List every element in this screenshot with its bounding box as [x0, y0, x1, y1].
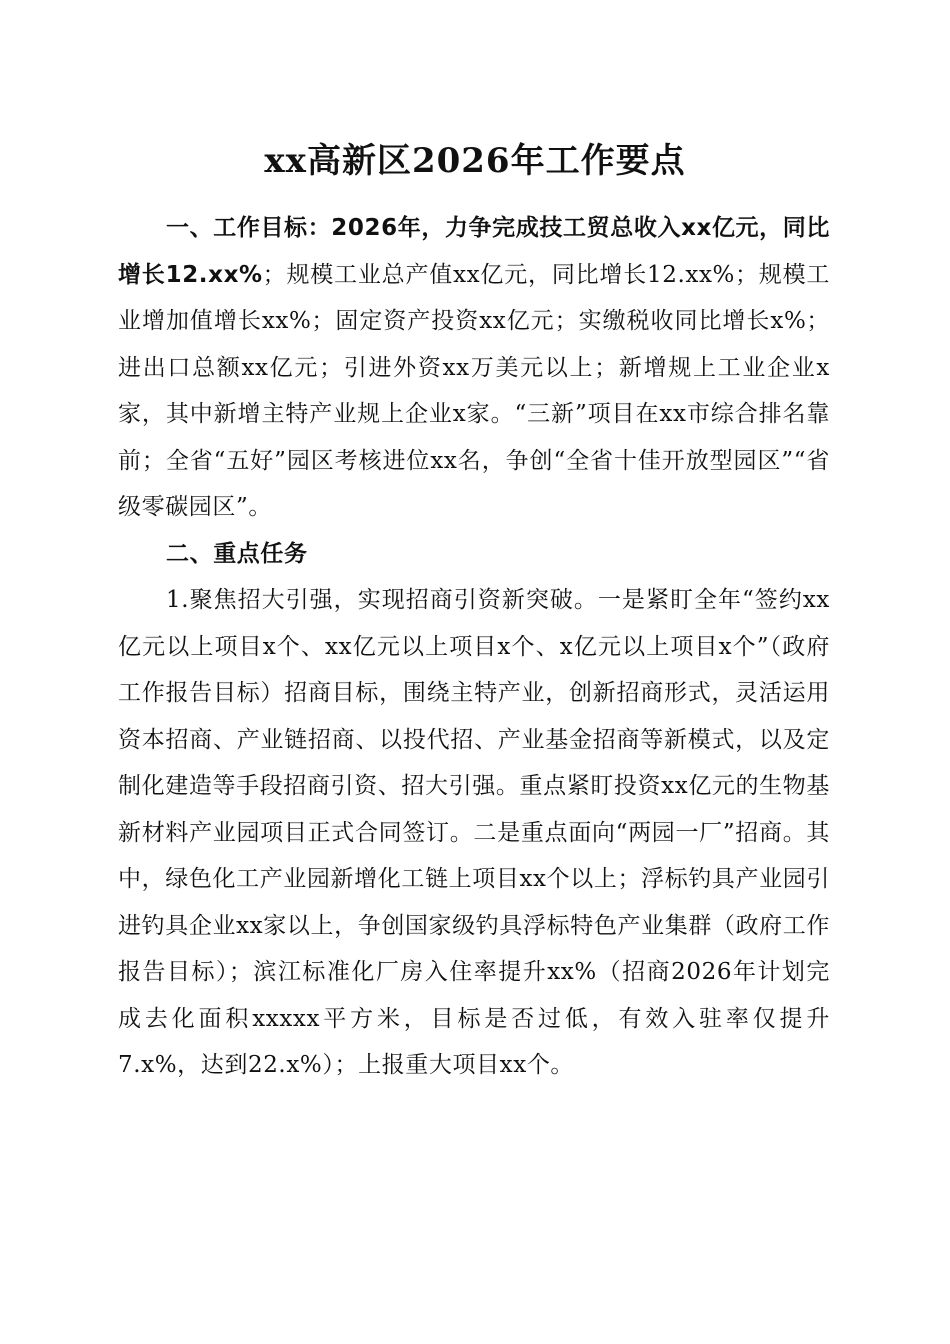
- task-item-1: 1.聚焦招大引强，实现招商引资新突破。一是紧盯全年“签约xx亿元以上项目x个、xx亿元以上项目x个、x亿元以上项目x个”（政府工作报告目标）招商目标，围绕主特产业，创新招商形式，灵活运用资本招商、产业链招商、以投代招、产业基金招商等新模式，以及定制化建造等手段招商引资、招大引强。重点紧盯投资xx亿元的生物基新材料产业园项目正式合同签订。二是重点面向“两园一厂”招商。其中，绿色化工产业园新增化工链上项目xx个以上；浮标钓具产业园引进钓具企业xx家以上，争创国家级钓具浮标特色产业集群（政府工作报告目标）；滨江标准化厂房入住率提升xx%（招商2026年计划完成去化面积xxxxx平方米，目标是否过低，有效入驻率仅提升7.x%，达到22.x%）；上报重大项目xx个。: [118, 587, 830, 1078]
- section-goals-paragraph: [118, 205, 830, 531]
- section-goals-heading: 一、工作目标：2026年，力争完成技工贸总收入xx亿元，同比增长12.xx%: [118, 215, 830, 288]
- document-title: xx高新区2026年工作要点: [264, 141, 686, 181]
- section-tasks-heading: 二、重点任务: [166, 540, 308, 567]
- document-body: [118, 205, 830, 1089]
- section-goals-text: ；规模工业总产值xx亿元，同比增长12.xx%；规模工业增加值增长xx%；固定资产投资xx亿元；实缴税收同比增长x%；进出口总额xx亿元；引进外资xx万美元以上；新增规上工业企业x家，其中新增主特产业规上企业x家。“三新”项目在xx市综合排名靠前；全省“五好”园区考核进位xx名，争创“全省十佳开放型园区”“省级零碳园区”。: [118, 261, 830, 520]
